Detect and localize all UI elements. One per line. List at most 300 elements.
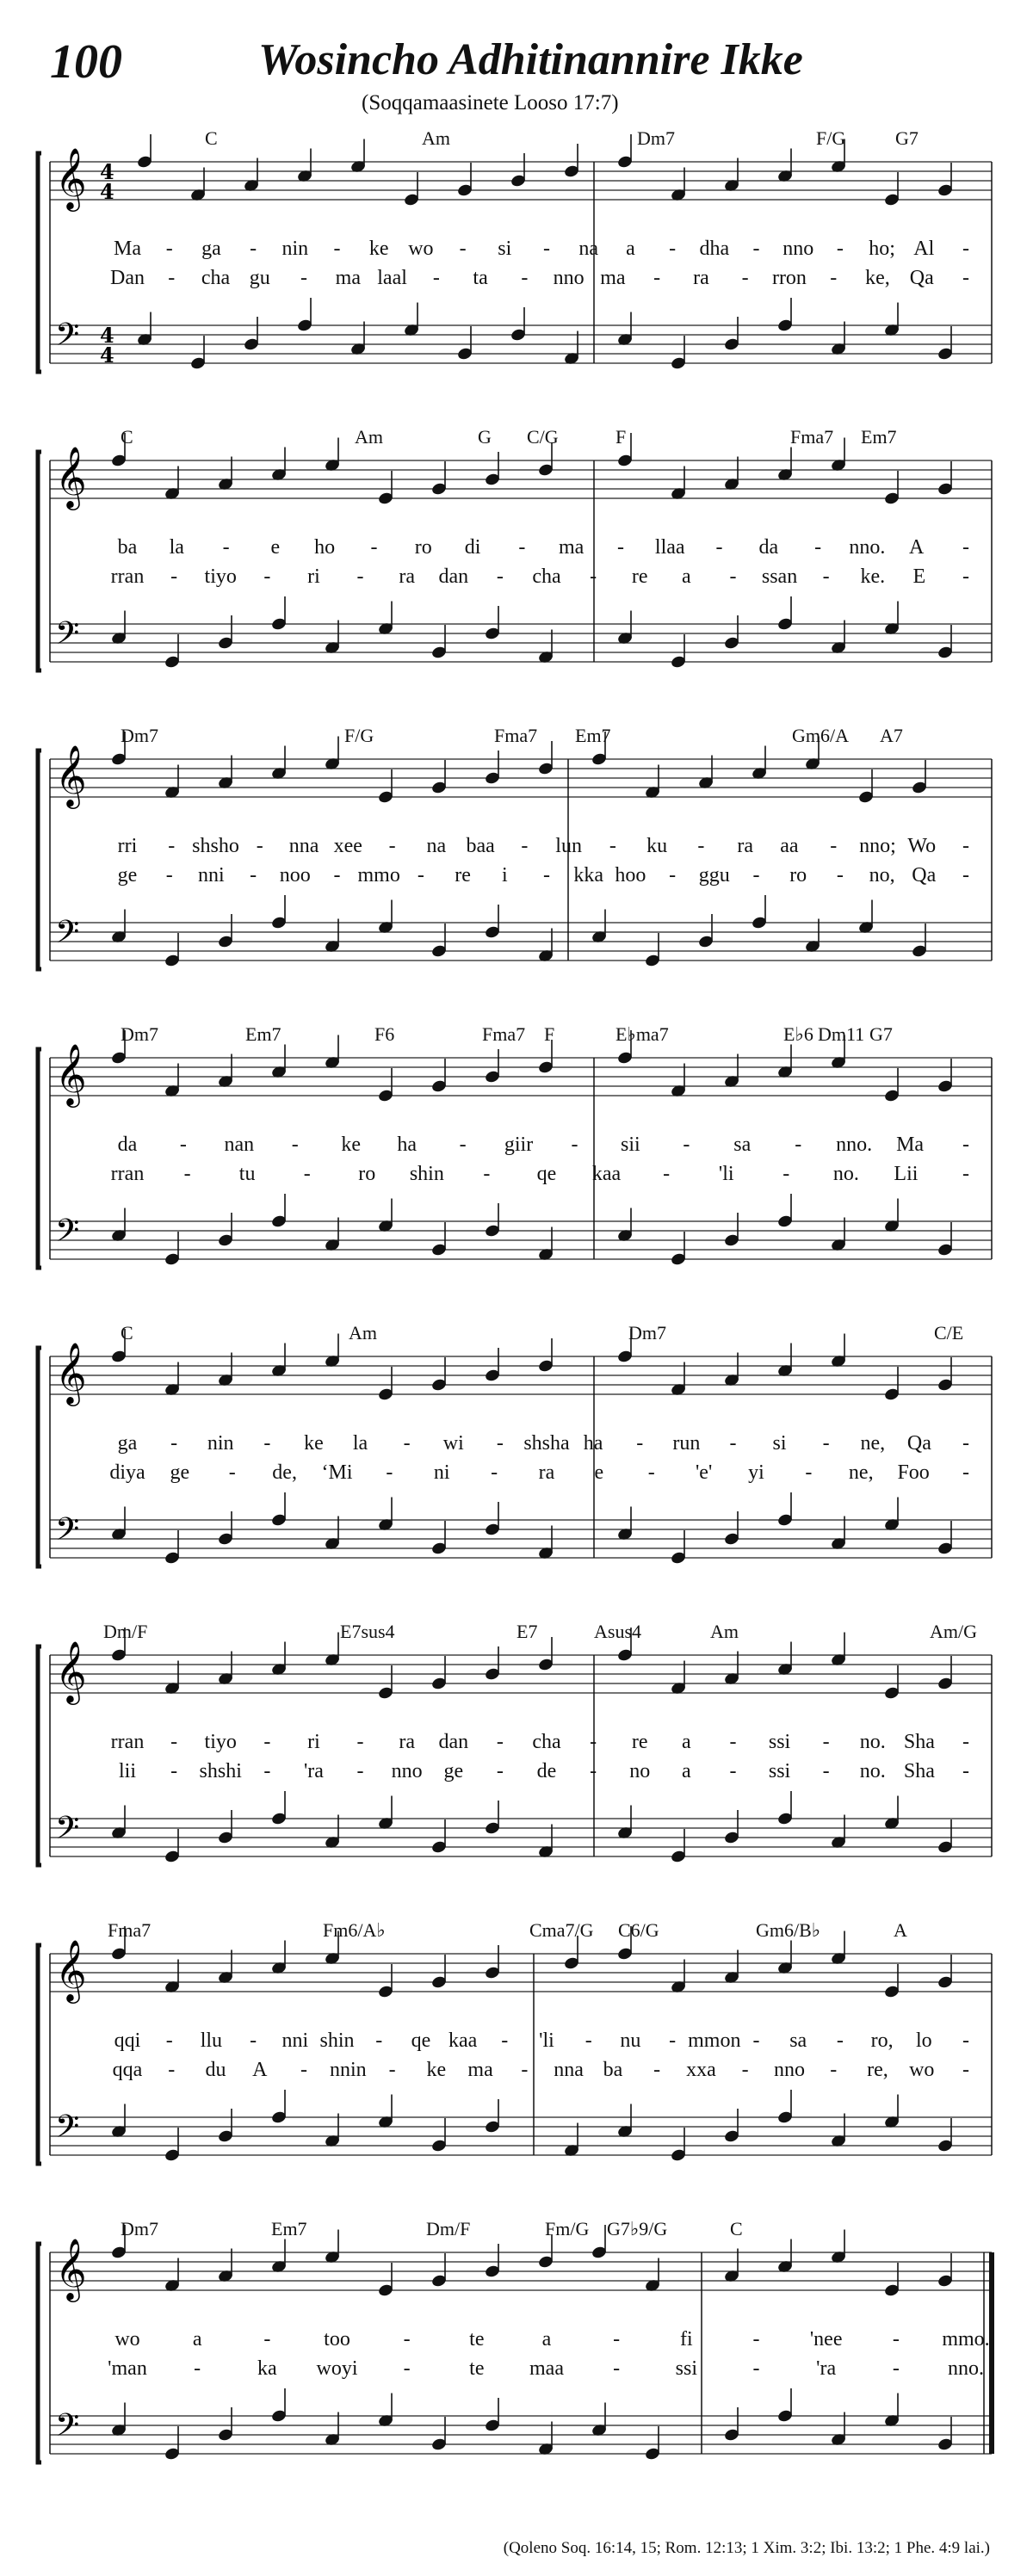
lyric-syllable: Dan xyxy=(110,267,145,289)
lyric-line-2 xyxy=(0,2357,1033,2385)
lyric-syllable: kka xyxy=(573,864,604,886)
lyric-syllable: - xyxy=(795,1134,802,1156)
lyric-syllable: - xyxy=(491,1461,498,1484)
lyric-syllable: de xyxy=(536,1760,557,1782)
lyric-syllable: shin xyxy=(409,1163,444,1185)
lyric-syllable: lun xyxy=(555,835,582,857)
lyric-syllable: - xyxy=(333,238,341,260)
lyric-syllable: Al xyxy=(913,238,935,260)
lyric-syllable: ka xyxy=(257,2357,277,2380)
lyric-syllable: ssi xyxy=(768,1731,791,1753)
lyric-syllable: - xyxy=(170,1731,178,1753)
lyric-syllable: A xyxy=(909,536,925,559)
lyric-syllable: ssi xyxy=(675,2357,698,2380)
time-signature: 4 xyxy=(100,343,114,368)
lyric-syllable: - xyxy=(459,1134,467,1156)
lyric-syllable: ha xyxy=(583,1432,603,1455)
chord-symbol: G7 xyxy=(895,127,919,149)
lyric-syllable: - xyxy=(300,267,308,289)
chord-symbol: F xyxy=(615,426,627,448)
lyric-syllable: qqi xyxy=(114,2029,141,2052)
lyric-syllable: - xyxy=(782,1163,790,1185)
footnote: (Qoleno Soq. 16:14, 15; Rom. 12:13; 1 Xim. 3:2; Ibi. 13:2; 1 Phe. 4:9 lai.) xyxy=(503,2539,990,2557)
lyric-syllable: ri xyxy=(307,1731,320,1753)
lyric-line-2 xyxy=(0,565,1033,593)
lyric-syllable: - xyxy=(836,864,844,886)
chord-symbol: Dm7 xyxy=(121,2218,158,2239)
lyric-syllable: dan xyxy=(438,565,469,588)
lyric-syllable: wo xyxy=(408,238,434,260)
lyric-syllable: ne, xyxy=(848,1461,874,1484)
lyric-syllable: 'e' xyxy=(695,1461,713,1484)
lyric-line-1 xyxy=(0,238,1033,265)
lyric-line-2 xyxy=(0,1760,1033,1788)
chord-symbol: Gm6/A xyxy=(792,725,849,746)
chord-symbol: G xyxy=(478,426,492,448)
lyric-syllable: 'man xyxy=(108,2357,147,2380)
lyric-syllable: - xyxy=(697,835,705,857)
chord-symbol: G7♭9/G xyxy=(607,2218,668,2239)
lyric-syllable: si xyxy=(498,238,512,260)
lyric-syllable: - xyxy=(417,864,424,886)
lyric-syllable: gu xyxy=(249,267,270,289)
lyric-syllable: ro xyxy=(414,536,432,559)
lyric-syllable: - xyxy=(170,565,178,588)
lyric-syllable: re, xyxy=(867,2059,888,2081)
chord-symbol: Fma7 xyxy=(108,1919,152,1941)
lyric-syllable: qqa xyxy=(112,2059,143,2081)
bass-clef-icon: 𝄢 xyxy=(55,615,80,659)
lyric-syllable: ge xyxy=(117,864,138,886)
chord-symbol: F/G xyxy=(344,725,374,746)
lyric-syllable: rron xyxy=(771,267,807,289)
music-system xyxy=(0,1621,1033,1913)
lyric-syllable: - xyxy=(228,1461,236,1484)
lyric-syllable: - xyxy=(291,1134,299,1156)
lyric-syllable: - xyxy=(892,2328,900,2351)
lyric-syllable: nno. xyxy=(948,2357,984,2380)
lyric-syllable: - xyxy=(386,1461,393,1484)
chord-symbol: E7sus4 xyxy=(340,1621,395,1642)
lyric-syllable: a xyxy=(626,238,635,260)
lyric-syllable: nni xyxy=(198,864,225,886)
treble-clef-icon: 𝄞 xyxy=(55,2237,87,2300)
lyric-syllable: ke xyxy=(368,238,389,260)
time-signature: 4 xyxy=(100,323,114,348)
chord-symbol: F6 xyxy=(374,1023,395,1045)
chord-symbol: E♭6 xyxy=(783,1023,813,1045)
music-system xyxy=(0,1322,1033,1615)
lyric-syllable: - xyxy=(356,1760,364,1782)
chord-symbol: A xyxy=(894,1919,907,1941)
lyric-syllable: ga xyxy=(117,1432,138,1455)
lyric-line-1 xyxy=(0,536,1033,564)
lyric-syllable: - xyxy=(179,1134,187,1156)
lyric-syllable: - xyxy=(805,1461,813,1484)
lyric-syllable: - xyxy=(403,1432,411,1455)
lyric-line-1 xyxy=(0,1432,1033,1460)
lyric-syllable: - xyxy=(585,2029,592,2052)
lyric-syllable: - xyxy=(663,1163,671,1185)
lyric-syllable: xee xyxy=(333,835,362,857)
lyric-syllable: nno; xyxy=(859,835,896,857)
lyric-syllable: - xyxy=(518,536,526,559)
chord-symbol: C/E xyxy=(934,1322,964,1344)
lyric-line-2 xyxy=(0,1163,1033,1190)
chord-symbol: E♭ma7 xyxy=(615,1023,669,1045)
bass-clef-icon: 𝄢 xyxy=(55,1213,80,1257)
lyric-syllable: e xyxy=(270,536,281,559)
lyric-syllable: llaa xyxy=(654,536,685,559)
lyric-syllable: - xyxy=(669,2029,677,2052)
lyric-syllable: - xyxy=(183,1163,191,1185)
lyric-syllable: E xyxy=(912,565,926,588)
lyric-syllable: - xyxy=(836,2029,844,2052)
lyric-syllable: noo xyxy=(279,864,311,886)
lyric-syllable: - xyxy=(521,267,529,289)
chord-symbol: Dm7 xyxy=(628,1322,666,1344)
lyric-syllable: - xyxy=(168,2059,176,2081)
lyric-syllable: nu xyxy=(620,2029,641,2052)
lyric-syllable: re xyxy=(631,565,648,588)
lyric-syllable: - xyxy=(729,1760,737,1782)
lyric-syllable: - xyxy=(962,2029,969,2052)
lyric-syllable: - xyxy=(222,536,230,559)
chord-symbol: Am xyxy=(355,426,383,448)
lyric-syllable: - xyxy=(962,1731,969,1753)
lyric-syllable: A xyxy=(252,2059,268,2081)
lyric-syllable: - xyxy=(609,835,616,857)
lyric-syllable: kaa xyxy=(591,1163,622,1185)
chord-symbol: Dm/F xyxy=(103,1621,148,1642)
lyric-syllable: i xyxy=(501,864,508,886)
lyric-syllable: laal xyxy=(377,267,407,289)
lyric-syllable: no, xyxy=(869,864,895,886)
lyric-syllable: kaa xyxy=(448,2029,478,2052)
chord-symbol: F/G xyxy=(816,127,846,149)
lyric-syllable: ku xyxy=(646,835,668,857)
lyric-syllable: nan xyxy=(224,1134,255,1156)
lyric-syllable: te xyxy=(469,2328,485,2351)
lyric-syllable: ga xyxy=(201,238,221,260)
chord-symbol: Fma7 xyxy=(482,1023,526,1045)
lyric-syllable: - xyxy=(388,2059,396,2081)
lyric-syllable: - xyxy=(752,864,760,886)
lyric-syllable: mmo. xyxy=(942,2328,990,2351)
lyric-syllable: ra xyxy=(693,267,709,289)
lyric-syllable: - xyxy=(962,267,969,289)
lyric-syllable: - xyxy=(263,2328,271,2351)
lyric-syllable: Wo xyxy=(907,835,937,857)
lyric-syllable: - xyxy=(250,238,257,260)
lyric-syllable: Ma xyxy=(114,238,141,260)
lyric-syllable: - xyxy=(822,1432,830,1455)
lyric-syllable: - xyxy=(571,1134,578,1156)
lyric-syllable: - xyxy=(483,1163,491,1185)
lyric-syllable: ra xyxy=(399,565,415,588)
lyric-syllable: e xyxy=(594,1461,604,1484)
lyric-syllable: ggu xyxy=(698,864,730,886)
lyric-syllable: - xyxy=(653,2059,661,2081)
lyric-syllable: - xyxy=(822,565,830,588)
lyric-syllable: rran xyxy=(110,565,145,588)
chord-symbol: C xyxy=(205,127,218,149)
lyric-syllable: - xyxy=(814,536,822,559)
lyric-syllable: - xyxy=(962,565,969,588)
lyric-syllable: shsha xyxy=(523,1432,570,1455)
lyric-syllable: nnin xyxy=(329,2059,367,2081)
lyric-line-1 xyxy=(0,2328,1033,2356)
lyric-syllable: da xyxy=(117,1134,138,1156)
lyric-syllable: - xyxy=(165,864,173,886)
lyric-syllable: ssan xyxy=(761,565,798,588)
lyric-syllable: cha xyxy=(201,267,231,289)
time-signature: 4 xyxy=(100,179,114,204)
lyric-syllable: rri xyxy=(117,835,138,857)
lyric-syllable: tu xyxy=(238,1163,256,1185)
lyric-syllable: nin xyxy=(207,1432,234,1455)
lyric-syllable: - xyxy=(830,835,838,857)
lyric-syllable: shshi xyxy=(199,1760,242,1782)
lyric-syllable: wo xyxy=(114,2328,140,2351)
lyric-syllable: - xyxy=(962,1134,969,1156)
chord-symbol: Em7 xyxy=(245,1023,281,1045)
lyric-syllable: no. xyxy=(859,1731,886,1753)
lyric-syllable: ba xyxy=(603,2059,623,2081)
lyric-syllable: a xyxy=(682,1760,691,1782)
lyric-syllable: lo xyxy=(915,2029,932,2052)
lyric-syllable: - xyxy=(962,238,969,260)
lyric-syllable: ke. xyxy=(860,565,886,588)
lyric-syllable: nno xyxy=(782,238,814,260)
music-system xyxy=(0,725,1033,1017)
lyric-line-2 xyxy=(0,1461,1033,1489)
chord-symbol: Dm7 xyxy=(121,725,158,746)
lyric-syllable: tiyo xyxy=(204,1731,237,1753)
treble-clef-icon: 𝄞 xyxy=(55,445,87,508)
chord-symbol: Fm6/A♭ xyxy=(323,1919,386,1941)
lyric-syllable: re xyxy=(631,1731,648,1753)
lyric-syllable: di xyxy=(464,536,481,559)
lyric-syllable: - xyxy=(613,2357,621,2380)
lyric-syllable: - xyxy=(375,2029,383,2052)
lyric-syllable: sa xyxy=(789,2029,807,2052)
lyric-syllable: shin xyxy=(319,2029,355,2052)
music-system xyxy=(0,1023,1033,1316)
chord-symbol: Fma7 xyxy=(494,725,538,746)
lyric-line-2 xyxy=(0,2059,1033,2086)
lyric-syllable: - xyxy=(653,267,661,289)
lyric-syllable: wo xyxy=(909,2059,935,2081)
bass-clef-icon: 𝄢 xyxy=(55,1511,80,1555)
lyric-syllable: cha xyxy=(532,1731,561,1753)
chord-symbol: Dm7 xyxy=(637,127,675,149)
lyric-syllable: ni xyxy=(433,1461,450,1484)
lyric-syllable: ke xyxy=(341,1134,362,1156)
lyric-syllable: - xyxy=(962,864,969,886)
lyric-syllable: yi xyxy=(748,1461,764,1484)
lyric-syllable: - xyxy=(194,2357,201,2380)
treble-clef-icon: 𝄞 xyxy=(55,1938,87,2001)
lyric-syllable: no. xyxy=(859,1760,886,1782)
lyric-syllable: tiyo xyxy=(204,565,237,588)
lyric-syllable: - xyxy=(333,864,341,886)
lyric-syllable: mmon xyxy=(688,2029,741,2052)
lyric-syllable: - xyxy=(822,1731,830,1753)
lyric-syllable: maa xyxy=(529,2357,564,2380)
lyric-syllable: - xyxy=(741,267,749,289)
lyric-syllable: de, xyxy=(272,1461,297,1484)
music-system xyxy=(0,426,1033,719)
chord-symbol: Am xyxy=(349,1322,377,1344)
lyric-syllable: - xyxy=(590,1760,597,1782)
lyric-syllable: Foo xyxy=(897,1461,930,1484)
lyric-syllable: na xyxy=(578,238,599,260)
lyric-syllable: nno xyxy=(553,267,585,289)
chord-symbol: G7 xyxy=(869,1023,893,1045)
lyric-syllable: - xyxy=(496,1731,504,1753)
chord-symbol: F xyxy=(544,1023,555,1045)
lyric-syllable: - xyxy=(669,238,677,260)
lyric-syllable: - xyxy=(543,864,550,886)
lyric-syllable: nno xyxy=(391,1760,423,1782)
chord-symbol: C xyxy=(121,1322,133,1344)
lyric-syllable: lii xyxy=(118,1760,137,1782)
lyric-syllable: - xyxy=(752,2328,760,2351)
lyric-syllable: - xyxy=(263,1731,271,1753)
lyric-syllable: ge xyxy=(170,1461,190,1484)
lyric-syllable: nno. xyxy=(836,1134,873,1156)
lyric-syllable: - xyxy=(496,1760,504,1782)
lyric-syllable: - xyxy=(356,565,364,588)
chord-symbol: Em7 xyxy=(271,2218,307,2239)
lyric-syllable: a xyxy=(682,565,691,588)
bass-clef-icon: 𝄢 xyxy=(55,1810,80,1854)
lyric-syllable: ke xyxy=(426,2059,447,2081)
lyric-syllable: ho; xyxy=(869,238,895,260)
treble-clef-icon: 𝄞 xyxy=(55,146,87,209)
lyric-syllable: rran xyxy=(110,1731,145,1753)
lyric-syllable: mmo xyxy=(357,864,400,886)
lyric-syllable: a xyxy=(541,2328,552,2351)
chord-symbol: Em7 xyxy=(575,725,611,746)
lyric-syllable: - xyxy=(836,238,844,260)
lyric-line-1 xyxy=(0,835,1033,862)
chord-symbol: Asus4 xyxy=(594,1621,642,1642)
lyric-syllable: - xyxy=(459,238,467,260)
lyric-line-2 xyxy=(0,267,1033,294)
lyric-syllable: - xyxy=(300,2059,308,2081)
lyric-syllable: - xyxy=(715,536,723,559)
lyric-syllable: - xyxy=(521,2059,529,2081)
lyric-syllable: woyi xyxy=(316,2357,358,2380)
lyric-syllable: - xyxy=(168,267,176,289)
lyric-syllable: Qa xyxy=(906,1432,931,1455)
lyric-syllable: - xyxy=(388,835,396,857)
lyric-syllable: - xyxy=(962,1461,969,1484)
lyric-syllable: Sha xyxy=(903,1760,935,1782)
lyric-syllable: nna xyxy=(288,835,319,857)
lyric-syllable: - xyxy=(543,238,550,260)
lyric-syllable: - xyxy=(263,1760,271,1782)
lyric-syllable: Ma xyxy=(896,1134,925,1156)
chord-symbol: Dm11 xyxy=(818,1023,865,1045)
lyric-syllable: ro xyxy=(789,864,807,886)
lyric-syllable: - xyxy=(263,565,271,588)
lyric-syllable: nno. xyxy=(849,536,886,559)
music-system xyxy=(0,2218,1033,2511)
lyric-syllable: - xyxy=(752,2029,760,2052)
lyric-syllable: - xyxy=(752,2357,760,2380)
lyric-syllable: - xyxy=(683,1134,690,1156)
lyric-syllable: ke, xyxy=(865,267,890,289)
bass-clef-icon: 𝄢 xyxy=(55,317,80,361)
lyric-syllable: - xyxy=(822,1760,830,1782)
lyric-syllable: nin xyxy=(281,238,309,260)
lyric-syllable: 'ra xyxy=(816,2357,837,2380)
lyric-syllable: xxa xyxy=(686,2059,716,2081)
chord-symbol: Em7 xyxy=(861,426,897,448)
lyric-syllable: du xyxy=(205,2059,226,2081)
lyric-syllable: si xyxy=(772,1432,787,1455)
lyric-syllable: llu xyxy=(200,2029,223,2052)
chord-symbol: Gm6/B♭ xyxy=(756,1919,821,1941)
lyric-syllable: - xyxy=(752,238,760,260)
lyric-syllable: - xyxy=(501,2029,509,2052)
lyric-syllable: - xyxy=(669,864,677,886)
lyric-syllable: Sha xyxy=(903,1731,935,1753)
lyric-syllable: ha xyxy=(397,1134,417,1156)
lyric-syllable: la xyxy=(169,536,184,559)
chord-symbol: Dm7 xyxy=(121,1023,158,1045)
music-system xyxy=(0,1919,1033,2212)
lyric-syllable: ma xyxy=(600,267,626,289)
lyric-syllable: ra xyxy=(399,1731,415,1753)
lyric-syllable: - xyxy=(250,2029,257,2052)
lyric-syllable: a xyxy=(682,1731,691,1753)
lyric-syllable: rran xyxy=(110,1163,145,1185)
lyric-syllable: no. xyxy=(832,1163,859,1185)
lyric-syllable: da xyxy=(758,536,779,559)
hymn-subtitle: (Soqqamaasinete Looso 17:7) xyxy=(362,91,619,114)
lyric-syllable: - xyxy=(165,238,173,260)
lyric-syllable: 'ra xyxy=(303,1760,324,1782)
lyric-syllable: - xyxy=(496,1432,504,1455)
lyric-syllable: cha xyxy=(532,565,561,588)
lyric-syllable: - xyxy=(729,1432,737,1455)
lyric-syllable: hoo xyxy=(615,864,646,886)
lyric-syllable: - xyxy=(168,835,176,857)
lyric-syllable: ho xyxy=(314,536,336,559)
bass-clef-icon: 𝄢 xyxy=(55,2407,80,2451)
lyric-syllable: - xyxy=(256,835,263,857)
lyric-syllable: - xyxy=(741,2059,749,2081)
lyric-syllable: dan xyxy=(438,1731,469,1753)
hymn-title: Wosincho Adhitinannire Ikke xyxy=(258,35,803,84)
lyric-syllable: run xyxy=(672,1432,701,1455)
lyric-syllable: ma xyxy=(467,2059,493,2081)
chord-symbol: C xyxy=(121,426,133,448)
lyric-syllable: - xyxy=(830,267,838,289)
lyric-syllable: aa xyxy=(780,835,799,857)
lyric-syllable: diya xyxy=(109,1461,145,1484)
lyric-syllable: ba xyxy=(117,536,138,559)
lyric-syllable: no xyxy=(629,1760,651,1782)
lyric-syllable: qe xyxy=(536,1163,557,1185)
lyric-syllable: ke xyxy=(304,1432,324,1455)
lyric-syllable: na xyxy=(426,835,447,857)
lyric-line-1 xyxy=(0,1134,1033,1161)
